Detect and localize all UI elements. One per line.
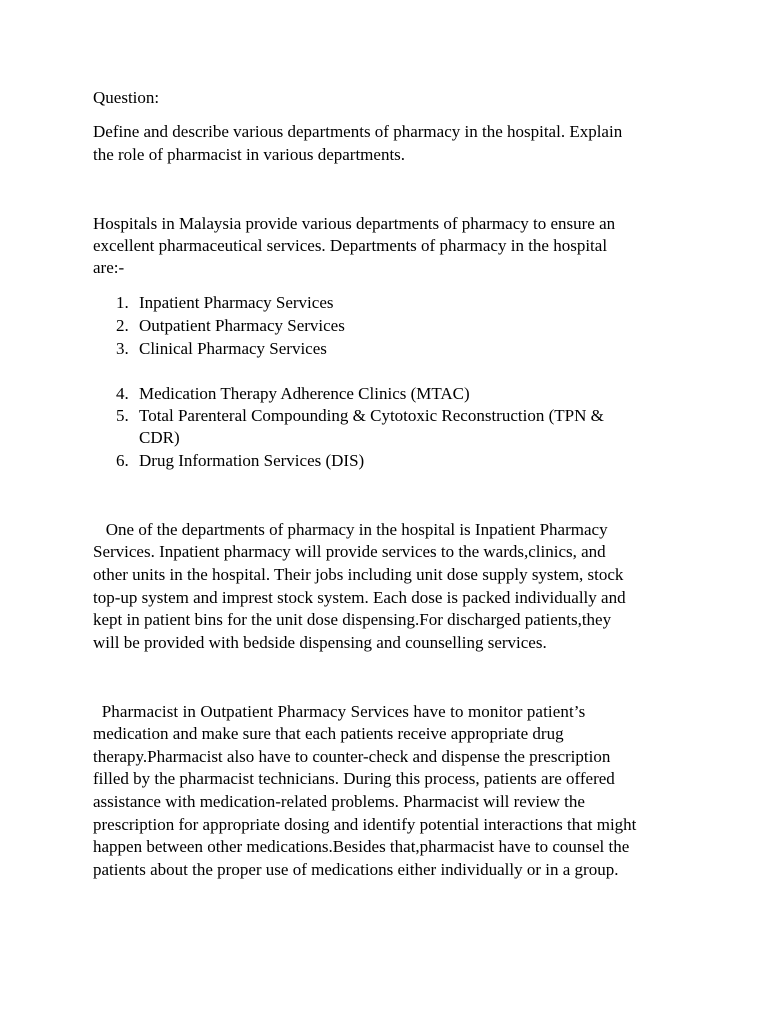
question-line: the role of pharmacist in various departments. <box>93 145 406 164</box>
list-item: Drug Information Services (DIS) <box>139 451 365 470</box>
intro-line: are:- <box>93 258 125 277</box>
list-item: Inpatient Pharmacy Services <box>139 293 334 312</box>
list-item: Total Parenteral Compounding & Cytotoxic Reconstruction (TPN & <box>139 406 604 425</box>
list-item-continuation: CDR) <box>139 428 180 447</box>
question-label: Question: <box>93 88 160 107</box>
list-number: 5. <box>116 406 129 425</box>
list-number: 1. <box>116 293 129 312</box>
inpatient-line: top-up system and imprest stock system. Each dose is packed individually and <box>93 588 626 607</box>
outpatient-line: prescription for appropriate dosing and identify potential interactions that might <box>93 815 637 834</box>
question-line: Define and describe various departments of pharmacy in the hospital. Explain <box>93 122 623 141</box>
outpatient-line: happen between other medications.Besides that,pharmacist have to counsel the <box>93 837 630 856</box>
outpatient-line: patients about the proper use of medications either individually or in a group. <box>93 860 619 879</box>
outpatient-line: Pharmacist in Outpatient Pharmacy Services have to monitor patient’s <box>93 702 586 721</box>
inpatient-line: Services. Inpatient pharmacy will provide services to the wards,clinics, and <box>93 542 606 561</box>
outpatient-line: assistance with medication-related problems. Pharmacist will review the <box>93 792 585 811</box>
inpatient-line: One of the departments of pharmacy in the hospital is Inpatient Pharmacy <box>93 520 608 539</box>
outpatient-line: therapy.Pharmacist also have to counter-check and dispense the prescription <box>93 747 611 766</box>
outpatient-line: medication and make sure that each patients receive appropriate drug <box>93 724 564 743</box>
list-item: Outpatient Pharmacy Services <box>139 316 345 335</box>
list-item: Clinical Pharmacy Services <box>139 339 327 358</box>
list-number: 2. <box>116 316 129 335</box>
intro-line: excellent pharmaceutical services. Departments of pharmacy in the hospital <box>93 236 608 255</box>
inpatient-line: will be provided with bedside dispensing and counselling services. <box>93 633 547 652</box>
inpatient-line: kept in patient bins for the unit dose dispensing.For discharged patients,they <box>93 610 612 629</box>
list-item: Medication Therapy Adherence Clinics (MTAC) <box>139 384 470 403</box>
list-number: 4. <box>116 384 129 403</box>
list-number: 6. <box>116 451 129 470</box>
outpatient-line: filled by the pharmacist technicians. During this process, patients are offered <box>93 769 615 788</box>
list-number: 3. <box>116 339 129 358</box>
intro-line: Hospitals in Malaysia provide various departments of pharmacy to ensure an <box>93 214 616 233</box>
inpatient-line: other units in the hospital. Their jobs including unit dose supply system, stock <box>93 565 624 584</box>
